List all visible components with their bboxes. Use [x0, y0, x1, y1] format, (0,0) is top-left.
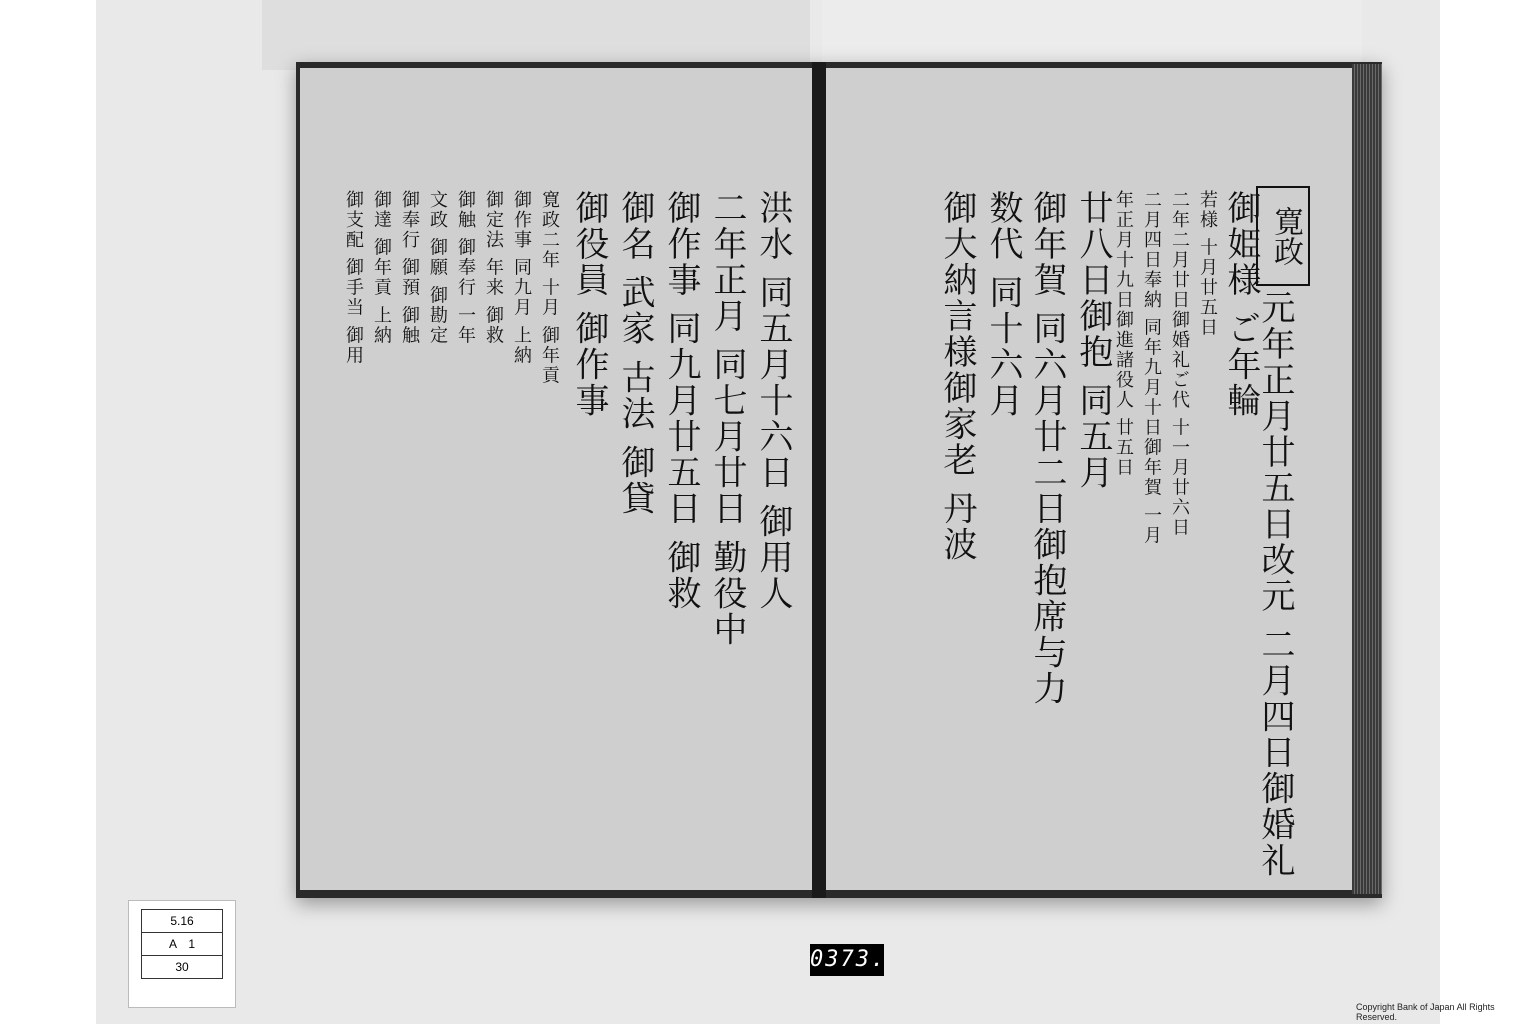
label-row-series: A 1 [142, 933, 222, 956]
right-col-10: 御大納言様御家老 丹波 [937, 190, 977, 563]
right-col-9: 数代 同十六月 [983, 190, 1023, 419]
label-row-volume: 5.16 [142, 910, 222, 933]
left-col-1: 洪水 同五月十六日 御用人 [753, 190, 793, 612]
left-col-13: 御支配 御手当 御用 [343, 190, 364, 366]
frame-number: 0373. [810, 944, 884, 976]
left-col-10: 文政 御願 御勘定 [427, 190, 448, 346]
top-sheet-right [822, 0, 1362, 70]
right-col-8: 御年賀 同六月廿二日御抱席与力 [1027, 190, 1067, 707]
left-col-2: 二年正月 同七月廿日 勤役中 [707, 190, 747, 648]
left-col-5: 御役員 御作事 [569, 190, 609, 419]
right-col-6: 年正月十九日御進諸役人 廿五日 [1113, 190, 1134, 478]
left-col-3: 御作事 同九月廿五日 御救 [661, 190, 701, 612]
page-edges [1352, 64, 1382, 894]
left-col-8: 御定法 年来 御救 [483, 190, 504, 346]
left-col-7: 御作事 同九月 上納 [511, 190, 532, 366]
archive-label-card [128, 900, 236, 1008]
label-row-number: 30 [175, 960, 189, 974]
book-spine [812, 62, 826, 898]
right-col-3: 若様 十月廿五日 [1197, 190, 1218, 338]
copyright-notice: Copyright Bank of Japan All Rights Reserved. [1356, 1002, 1495, 1022]
right-col-1: 元年正月廿五日改元 二月四日御婚礼 [1255, 290, 1295, 879]
right-col-2: 御姫様 ご年輪 [1221, 190, 1261, 419]
left-col-12: 御達 御年貢 上納 [371, 190, 392, 346]
left-col-11: 御奉行 御預 御触 [399, 190, 420, 346]
left-col-6: 寛政二年 十月 御年貢 [539, 190, 560, 386]
left-margin [0, 0, 96, 1024]
era-name-box: 寛政 [1256, 186, 1310, 286]
top-sheet-left [262, 0, 810, 70]
right-col-4: 二年二月廿日御婚礼ご代 十一月廿六日 [1169, 190, 1190, 538]
archive-label-table [141, 909, 223, 979]
left-col-4: 御名 武家 古法 御貸 [615, 190, 655, 517]
right-col-7: 廿八日御抱 同五月 [1073, 190, 1113, 491]
right-margin [1440, 0, 1536, 1024]
right-col-5: 二月四日奉納 同年九月十日御年賀 一月 [1141, 190, 1162, 546]
left-col-9: 御触 御奉行 一年 [455, 190, 476, 346]
